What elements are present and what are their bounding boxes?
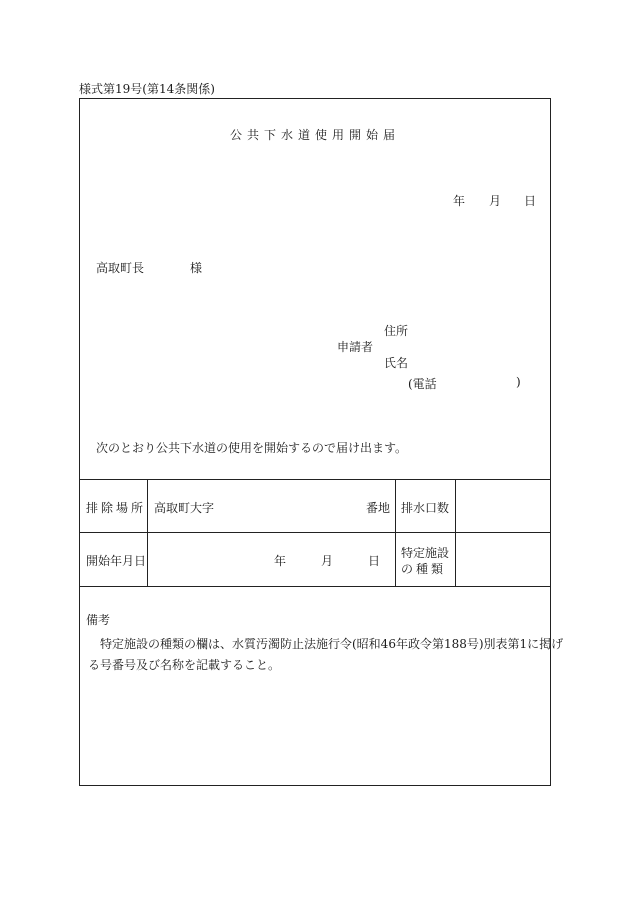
- table-col-rule-1: [147, 479, 148, 586]
- remarks-line-1: 特定施設の種類の欄は、水質汚濁防止法施行令(昭和46年政令第188号)別表第1に掲げ: [100, 637, 564, 651]
- table-top-rule: [80, 479, 550, 480]
- date-month-label: 月: [489, 194, 502, 208]
- table-middle-rule: [80, 532, 550, 533]
- addressee-honorific: 様: [190, 261, 203, 275]
- form-number: 様式第19号(第14条関係): [79, 82, 215, 96]
- facility-type-label-2: の種類: [401, 562, 447, 576]
- start-day-label: 日: [368, 554, 381, 568]
- form-frame: [79, 98, 564, 786]
- start-year-label: 年: [274, 554, 287, 568]
- form-title: 公共下水道使用開始届: [229, 128, 400, 142]
- discharge-location-value: 高取町大字: [154, 501, 215, 515]
- table-col-rule-2: [395, 479, 396, 586]
- table-col-rule-3: [455, 479, 456, 586]
- remarks-line-2: る号番号及び名称を記載すること。: [88, 658, 281, 672]
- table-bottom-rule: [80, 586, 550, 587]
- start-month-label: 月: [321, 554, 334, 568]
- applicant-phone-close: ): [516, 375, 521, 389]
- declaration-statement: 次のとおり公共下水道の使用を開始するので届け出ます。: [96, 441, 408, 455]
- applicant-phone-open: (電話: [408, 377, 437, 391]
- facility-type-label-1: 特定施設: [401, 546, 450, 560]
- start-date-label: 開始年月日: [86, 554, 147, 568]
- lot-number-label: 番地: [366, 501, 391, 515]
- applicant-name-label: 氏名: [384, 356, 409, 370]
- outlet-count-label: 排水口数: [401, 501, 450, 515]
- remarks-label: 備考: [86, 613, 111, 627]
- date-year-label: 年: [453, 194, 466, 208]
- date-day-label: 日: [524, 194, 537, 208]
- addressee-mayor: 高取町長: [96, 261, 145, 275]
- discharge-location-label: 排除場所: [86, 501, 147, 515]
- applicant-address-label: 住所: [384, 324, 409, 338]
- applicant-label: 申請者: [337, 340, 374, 354]
